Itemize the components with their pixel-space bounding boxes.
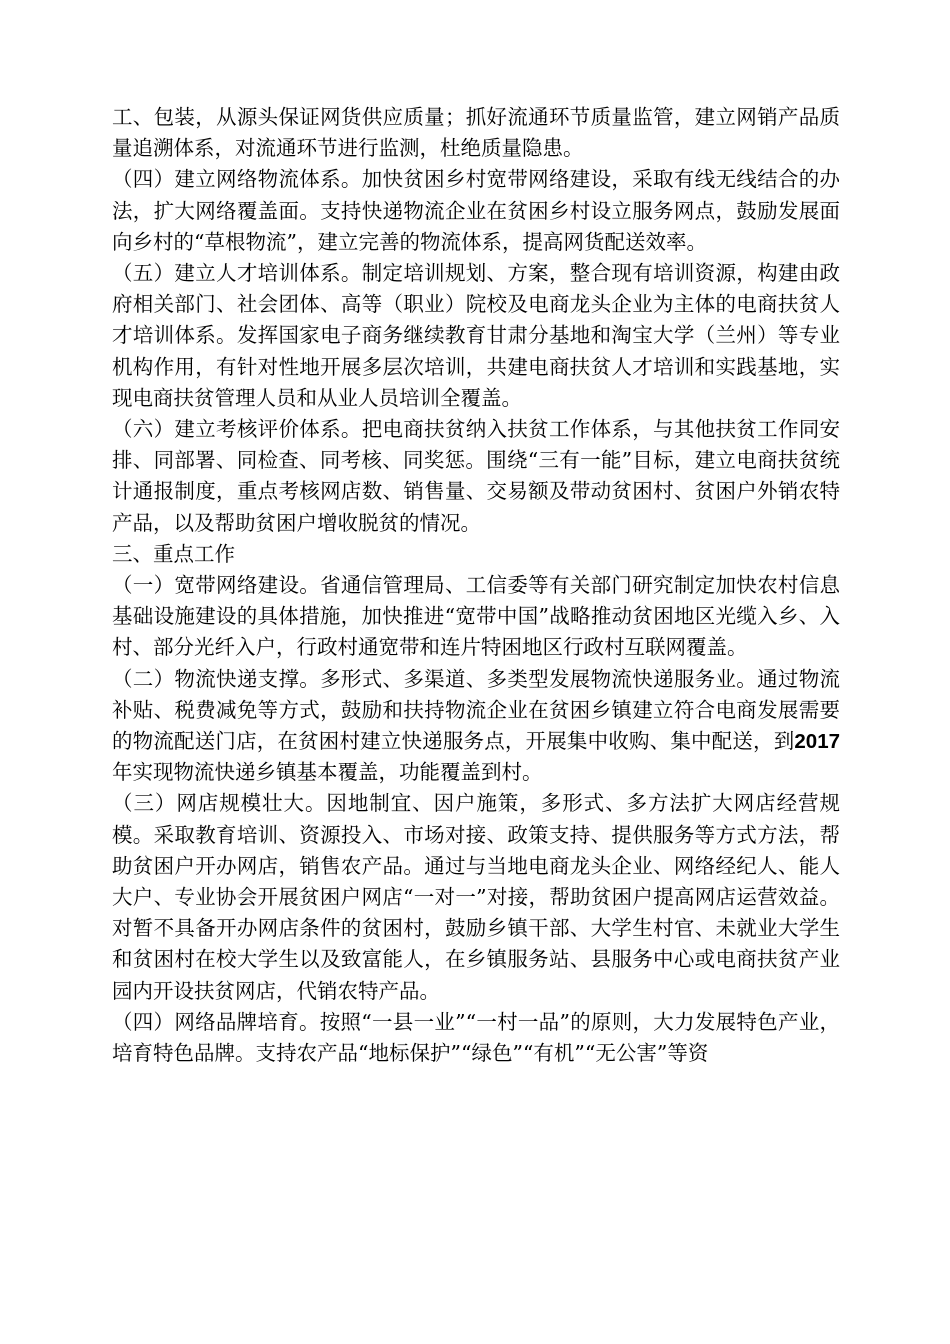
paragraph-brand-cultivation: （四）网络品牌培育。按照“一县一业”“一村一品”的原则，大力发展特色产业，培育特色品牌。支持农产品“地标保护”“绿色”“有机”“无公害”等资 xyxy=(112,1009,840,1066)
paragraph-online-stores: （三）网店规模壮大。因地制宜、因户施策，多形式、多方法扩大网店经营规模。采取教育培训、资源投入、市场对接、政策支持、提供服务等方式方法，帮助贫困户开办网店，销售农产品。通过与当地电商龙头企业、网络经纪人、能人大户、专业协会开展贫困户网店“一对一”对接，帮助贫困户提高网店运营效益。对暂不具备开办网店条件的贫困村，鼓励乡镇干部、大学生村官、未就业大学生和贫困村在校大学生以及致富能人，在乡镇服务站、县服务中心或电商扶贫产业园内开设扶贫网店，代销农特产品。 xyxy=(112,791,840,1003)
paragraph-logistics-system: （四）建立网络物流体系。加快贫困乡村宽带网络建设，采取有线无线结合的办法，扩大网络覆盖面。支持快递物流企业在贫困乡村设立服务网点，鼓励发展面向乡村的“草根物流”，建立完善的物流体系，提高网货配送效率。 xyxy=(112,167,840,254)
paragraph-continued: 工、包装，从源头保证网货供应质量；抓好流通环节质量监管，建立网销产品质量追溯体系，对流通环节进行监测，杜绝质量隐患。 xyxy=(112,105,840,161)
express-text-before: （二）物流快递支撑。多形式、多渠道、多类型发展物流快递服务业。通过物流补贴、税费减免等方式，鼓励和扶持物流企业在贫困乡镇建立符合电商发展需要的物流配送门店，在贫困村建立快递服务点，开展集中收购、集中配送，到 xyxy=(112,666,840,754)
section-heading-key-work: 三、重点工作 xyxy=(112,541,235,566)
paragraph-evaluation-system: （六）建立考核评价体系。把电商扶贫纳入扶贫工作体系，与其他扶贫工作同安排、同部署、同检查、同考核、同奖惩。围绕“三有一能”目标，建立电商扶贫统计通报制度，重点考核网店数、销售量、交易额及带动贫困村、贫困户外销农特产品，以及帮助贫困户增收脱贫的情况。 xyxy=(112,417,840,535)
document-page xyxy=(112,102,840,1069)
paragraph-broadband: （一）宽带网络建设。省通信管理局、工信委等有关部门研究制定加快农村信息基础设施建设的具体措施，加快推进“宽带中国”战略推动贫困地区光缆入乡、入村、部分光纤入户，行政村通宽带和连片特困地区行政村互联网覆盖。 xyxy=(112,573,840,660)
express-year: 2017 xyxy=(794,730,840,754)
paragraph-talent-training: （五）建立人才培训体系。制定培训规划、方案，整合现有培训资源，构建由政府相关部门、社会团体、高等（职业）院校及电商龙头企业为主体的电商扶贫人才培训体系。发挥国家电子商务继续教育甘肃分基地和淘宝大学（兰州）等专业机构作用，有针对性地开展多层次培训，共建电商扶贫人才培训和实践基地，实现电商扶贫管理人员和从业人员培训全覆盖。 xyxy=(112,261,840,410)
paragraph-express-logistics xyxy=(112,664,840,789)
express-text-after: 年实现物流快递乡镇基本覆盖，功能覆盖到村。 xyxy=(112,760,543,785)
